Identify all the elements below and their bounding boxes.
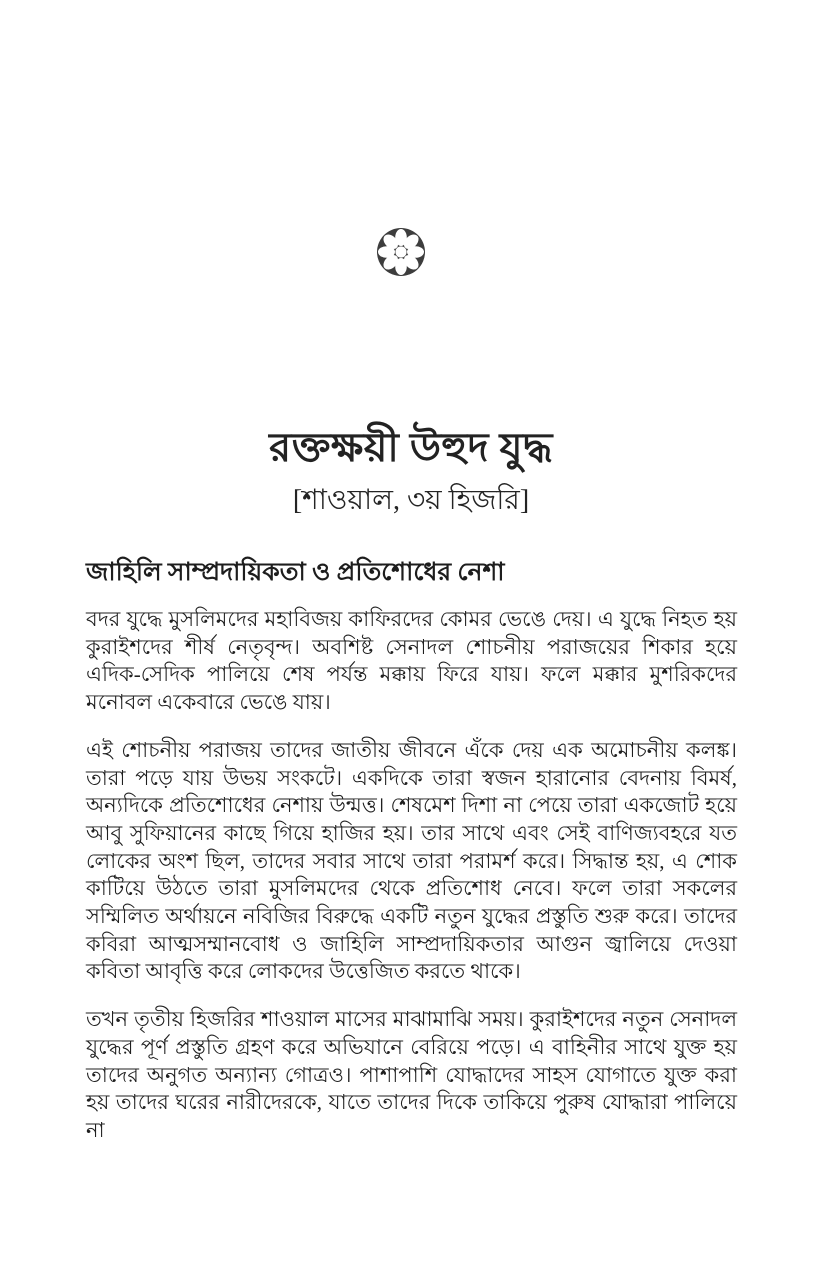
chapter-title: রক্তক্ষয়ী উহুদ যুদ্ধ (269, 425, 553, 470)
page-body (86, 557, 737, 1165)
body-paragraph-3: তখন তৃতীয় হিজরির শাওয়াল মাসের মাঝামাঝি সময়। কুরাইশদের নতুন সেনাদল যুদ্ধের পূর্ণ প্রস্তুতি গ্রহণ করে অভিযানে বেরিয়ে পড়ে। এ বাহিনীর সাথে যুক্ত হয় তাদের অনুগত অন্যান্য গোত্রও। পাশাপাশি যোদ্ধাদের সাহস যোগাতে যুক্ত করা হয় তাদের ঘরের নারীদেরকে, যাতে তাদের দিকে তাকিয়ে পুরুষ যোদ্ধারা পালিয়ে না (86, 1007, 737, 1142)
body-paragraph-2: এই শোচনীয় পরাজয় তাদের জাতীয় জীবনে এঁকে দেয় এক অমোচনীয় কলঙ্ক। তারা পড়ে যায় উভয় সংকটে। একদিকে তারা স্বজন হারানোর বেদনায় বিমর্ষ, অন্যদিকে প্রতিশোধের নেশায় উন্মত্ত। শেষমেশ দিশা না পেয়ে তারা একজোট হয়ে আবু সুফিয়ানের কাছে গিয়ে হাজির হয়। তার সাথে এবং সেই বাণিজ্যবহরে যত লোকের অংশ ছিল, তাদের সবার সাথে তারা পরামর্শ করে। সিদ্ধান্ত হয়, এ শোক কাটিয়ে উঠতে তারা মুসলিমদের থেকে প্রতিশোধ নেবে। ফলে তারা সকলের সম্মিলিত অর্থায়নে নবিজির বিরুদ্ধে একটি নতুন যুদ্ধের প্রস্তুতি শুরু করে। তাদের কবিরা আত্মসম্মানবোধ ও জাহিলি সাম্প্রদায়িকতার আগুন জ্বালিয়ে দেওয়া কবিতা আবৃত্তি করে লোকদের উত্তেজিত করতে থাকে। (86, 737, 737, 984)
section-heading: জাহিলি সাম্প্রদায়িকতা ও প্রতিশোধের নেশা (86, 559, 505, 586)
flower-rosette-svg (375, 226, 427, 278)
chapter-subtitle: [শাওয়াল, ৩য় হিজরি] (292, 485, 530, 516)
flower-rosette-icon (375, 226, 427, 278)
body-paragraph-1: বদর যুদ্ধে মুসলিমদের মহাবিজয় কাফিরদের কোমর ভেঙে দেয়। এ যুদ্ধে নিহত হয় কুরাইশদের শীর্ষ নেতৃবৃন্দ। অবশিষ্ট সেনাদল শোচনীয় পরাজয়ের শিকার হয়ে এদিক-সেদিক পালিয়ে শেষ পর্যন্ত মক্কায় ফিরে যায়। ফলে মক্কার মুশরিকদের মনোবল একেবারে ভেঙে যায়। (86, 607, 737, 715)
